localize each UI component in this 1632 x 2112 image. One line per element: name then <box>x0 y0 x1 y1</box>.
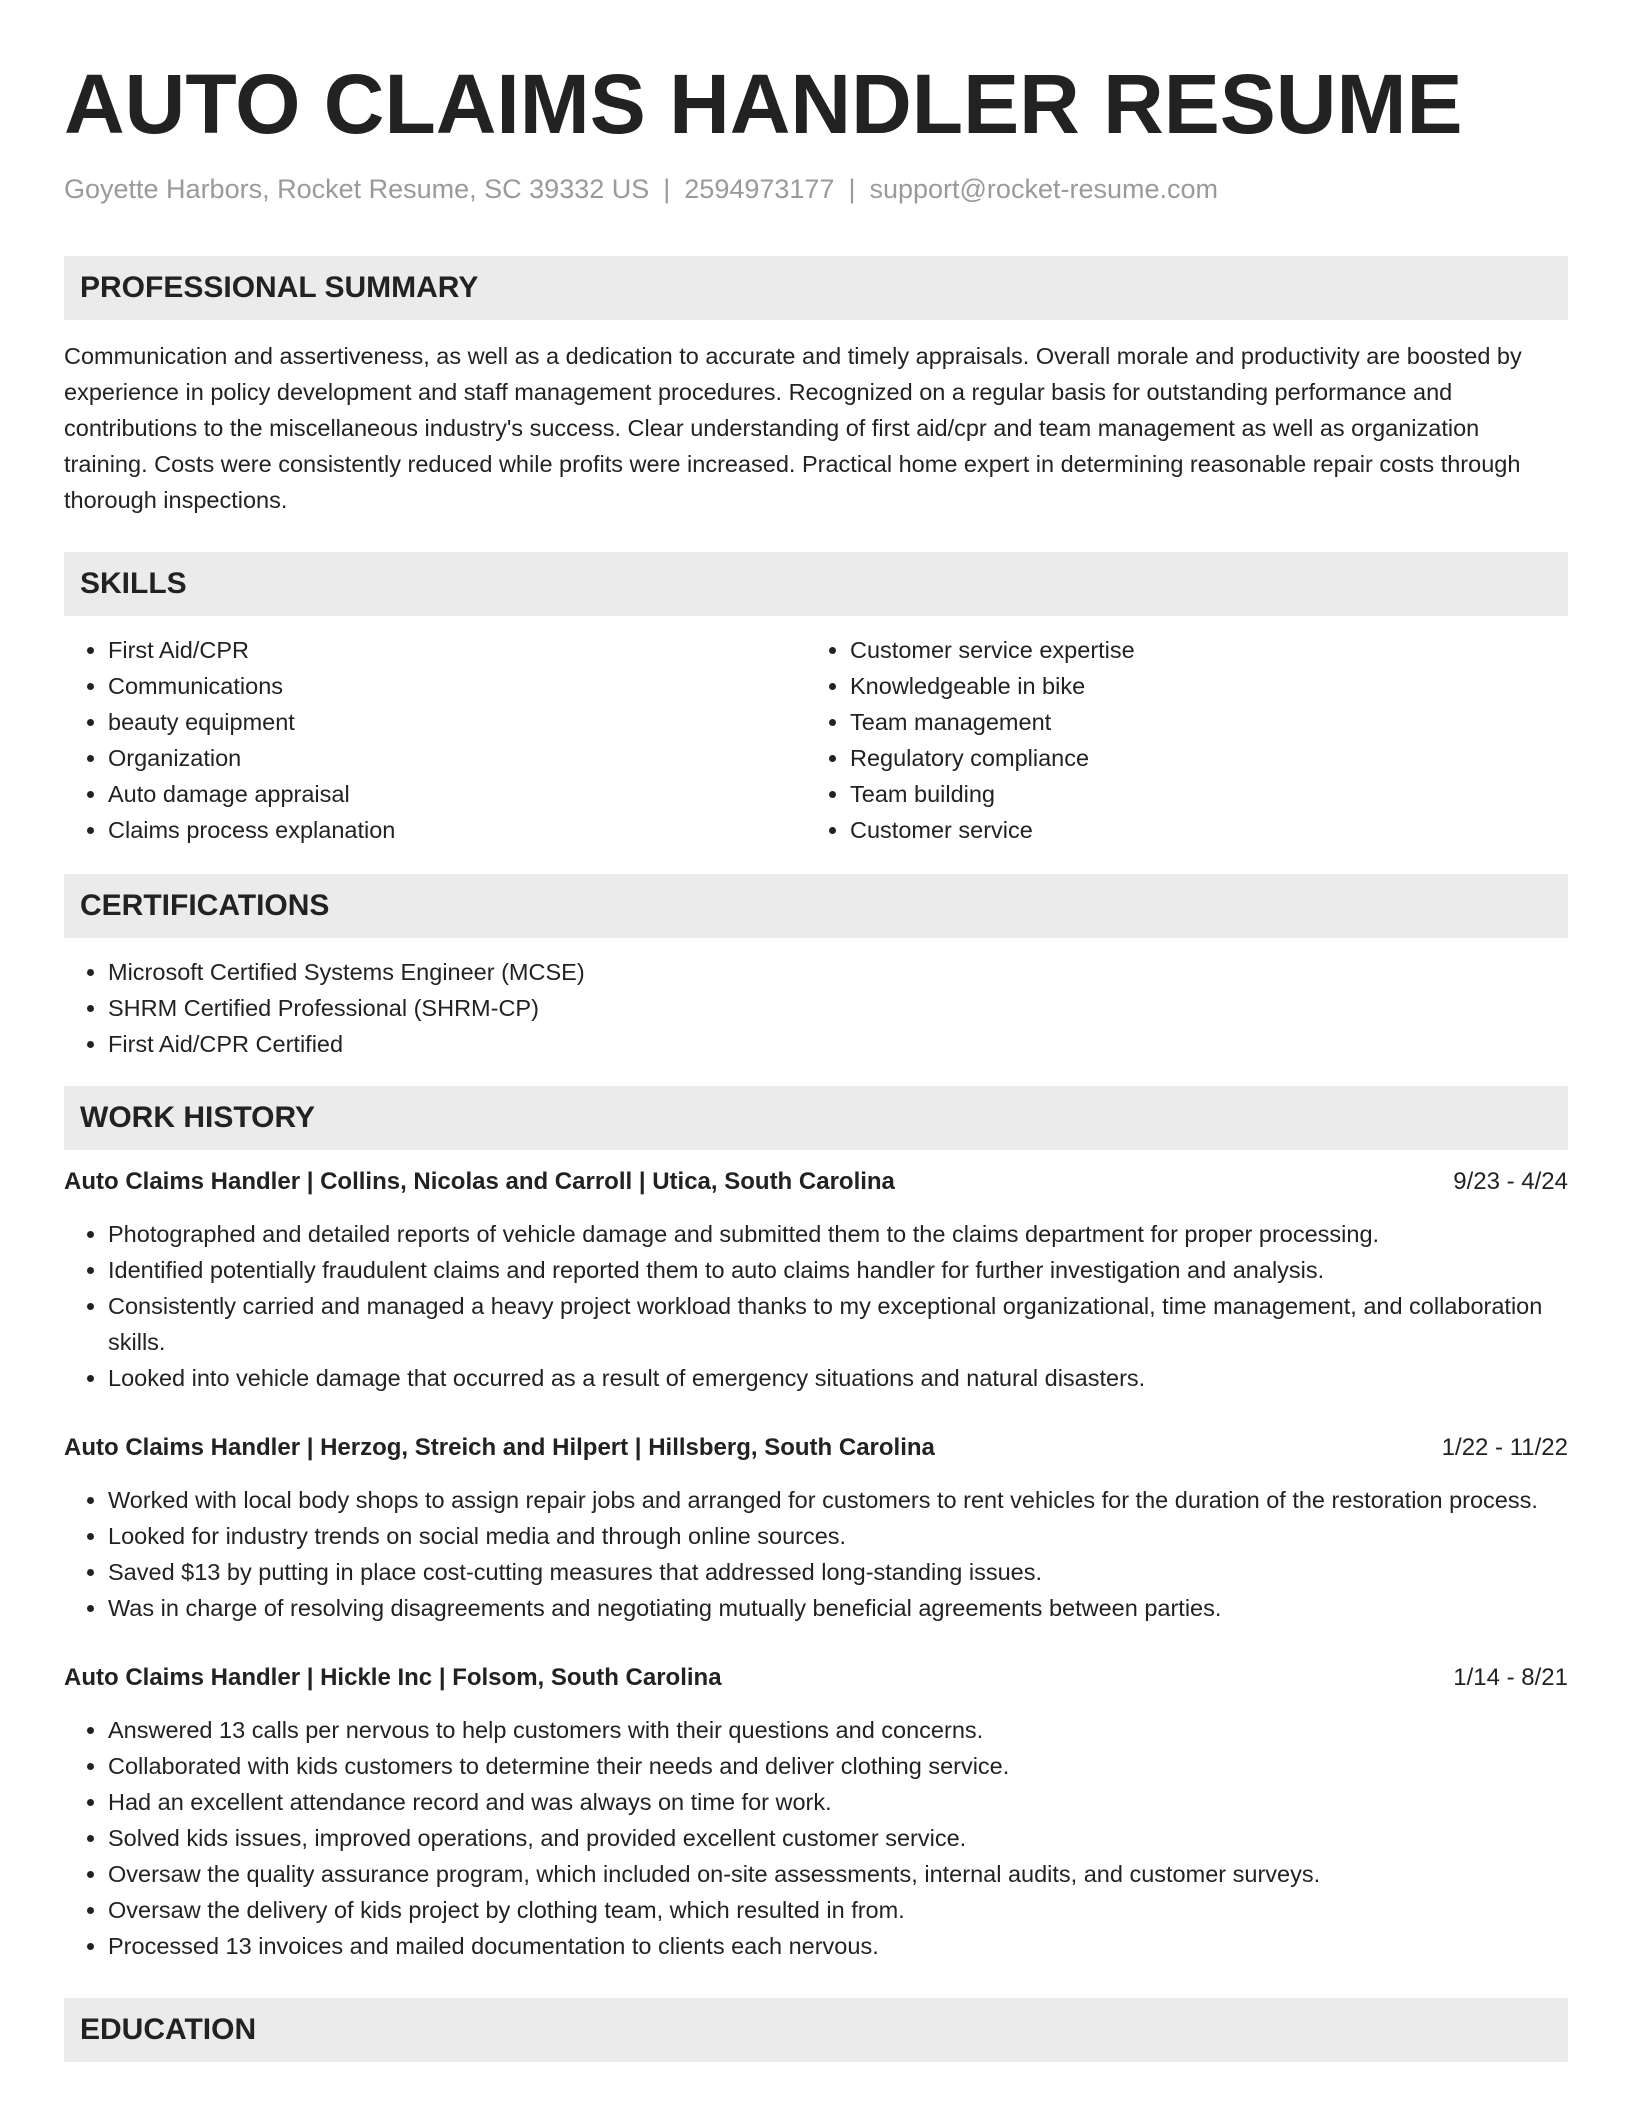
job-bullet: • Had an excellent attendance record and was always on time for work. <box>108 1784 1568 1820</box>
contact-separator: | <box>848 174 856 204</box>
section-heading-label: WORK HISTORY <box>80 1101 316 1134</box>
job-bullets <box>64 1216 1568 1396</box>
skill-item: • Regulatory compliance <box>850 740 1548 776</box>
contact-email: support@rocket-resume.com <box>869 174 1218 204</box>
certification-item: • Microsoft Certified Systems Engineer (MCSE) <box>108 954 1568 990</box>
skill-item: • Team building <box>850 776 1548 812</box>
skill-item: • Auto damage appraisal <box>108 776 806 812</box>
job-entry <box>64 1660 1568 1964</box>
job-bullet: • Saved $13 by putting in place cost-cutting measures that addressed long-standing issues. <box>108 1554 1568 1590</box>
skills-column-left <box>64 632 806 848</box>
job-bullet: • Was in charge of resolving disagreements and negotiating mutually beneficial agreements between parties. <box>108 1590 1568 1626</box>
skill-item: • Team management <box>850 704 1548 740</box>
job-bullet: • Looked into vehicle damage that occurred as a result of emergency situations and natural disasters. <box>108 1360 1568 1396</box>
skill-item: • Knowledgeable in bike <box>850 668 1548 704</box>
certification-item: • First Aid/CPR Certified <box>108 1026 1568 1062</box>
job-title: Auto Claims Handler | Herzog, Streich and Hilpert | Hillsberg, South Carolina <box>64 1434 935 1461</box>
job-bullet: • Solved kids issues, improved operations, and provided excellent customer service. <box>108 1820 1568 1856</box>
section-heading-label: SKILLS <box>80 567 187 600</box>
skill-item: • Claims process explanation <box>108 812 806 848</box>
job-bullet: • Processed 13 invoices and mailed documentation to clients each nervous. <box>108 1928 1568 1964</box>
summary-text: Communication and assertiveness, as well as a dedication to accurate and timely appraisals. Overall morale and productivity are boosted by experience in policy development and staff management procedures. Recognized on a regular basis for outstanding performance and contributions to the miscellaneous industry's success. Clear understanding of first aid/cpr and team management as well as organization training. Costs were consistently reduced while profits were increased. Practical home expert in determining reasonable repair costs through thorough inspections. <box>64 343 1522 513</box>
job-dates: 1/14 - 8/21 <box>1453 1664 1568 1691</box>
skill-item: • Communications <box>108 668 806 704</box>
skill-item: • Organization <box>108 740 806 776</box>
contact-phone: 2594973177 <box>684 174 835 204</box>
certifications-list <box>64 954 1568 1062</box>
job-bullet: • Oversaw the quality assurance program, which included on-site assessments, internal audits, and customer surveys. <box>108 1856 1568 1892</box>
certification-item: • SHRM Certified Professional (SHRM-CP) <box>108 990 1568 1026</box>
contact-line <box>64 172 1568 206</box>
job-dates: 9/23 - 4/24 <box>1453 1168 1568 1195</box>
job-bullet: • Oversaw the delivery of kids project by clothing team, which resulted in from. <box>108 1892 1568 1928</box>
skills-grid <box>64 632 1568 848</box>
job-header <box>64 1430 1568 1466</box>
skill-item: • Customer service expertise <box>850 632 1548 668</box>
job-bullets <box>64 1712 1568 1964</box>
job-bullet: • Looked for industry trends on social media and through online sources. <box>108 1518 1568 1554</box>
section-heading-certifications <box>64 874 1568 938</box>
job-header <box>64 1164 1568 1200</box>
job-entry <box>64 1430 1568 1626</box>
job-title: Auto Claims Handler | Hickle Inc | Folsom, South Carolina <box>64 1664 722 1691</box>
job-bullets <box>64 1482 1568 1626</box>
job-bullet: • Answered 13 calls per nervous to help customers with their questions and concerns. <box>108 1712 1568 1748</box>
job-bullet: • Identified potentially fraudulent claims and reported them to auto claims handler for further investigation and analysis. <box>108 1252 1568 1288</box>
skill-item: • Customer service <box>850 812 1548 848</box>
job-bullet: • Consistently carried and managed a heavy project workload thanks to my exceptional organizational, time management, and collaboration skills. <box>108 1288 1568 1360</box>
skills-column-right <box>806 632 1548 848</box>
section-heading-education <box>64 1998 1568 2062</box>
section-heading-label: EDUCATION <box>80 2013 257 2046</box>
section-heading-work-history <box>64 1086 1568 1150</box>
job-bullet: • Worked with local body shops to assign repair jobs and arranged for customers to rent vehicles for the duration of the restoration process. <box>108 1482 1568 1518</box>
resume-title: AUTO CLAIMS HANDLER RESUME <box>64 57 1463 151</box>
job-bullet: • Photographed and detailed reports of vehicle damage and submitted them to the claims department for proper processing. <box>108 1216 1568 1252</box>
section-heading-summary <box>64 256 1568 320</box>
job-bullet: • Collaborated with kids customers to determine their needs and deliver clothing service. <box>108 1748 1568 1784</box>
contact-separator: | <box>663 174 671 204</box>
job-header <box>64 1660 1568 1696</box>
job-title: Auto Claims Handler | Collins, Nicolas and Carroll | Utica, South Carolina <box>64 1168 895 1195</box>
contact-address: Goyette Harbors, Rocket Resume, SC 39332 US <box>64 174 650 204</box>
section-heading-skills <box>64 552 1568 616</box>
section-heading-label: CERTIFICATIONS <box>80 889 330 922</box>
skill-item: • beauty equipment <box>108 704 806 740</box>
skill-item: • First Aid/CPR <box>108 632 806 668</box>
job-dates: 1/22 - 11/22 <box>1441 1434 1568 1461</box>
section-heading-label: PROFESSIONAL SUMMARY <box>80 271 479 304</box>
job-entry <box>64 1164 1568 1396</box>
